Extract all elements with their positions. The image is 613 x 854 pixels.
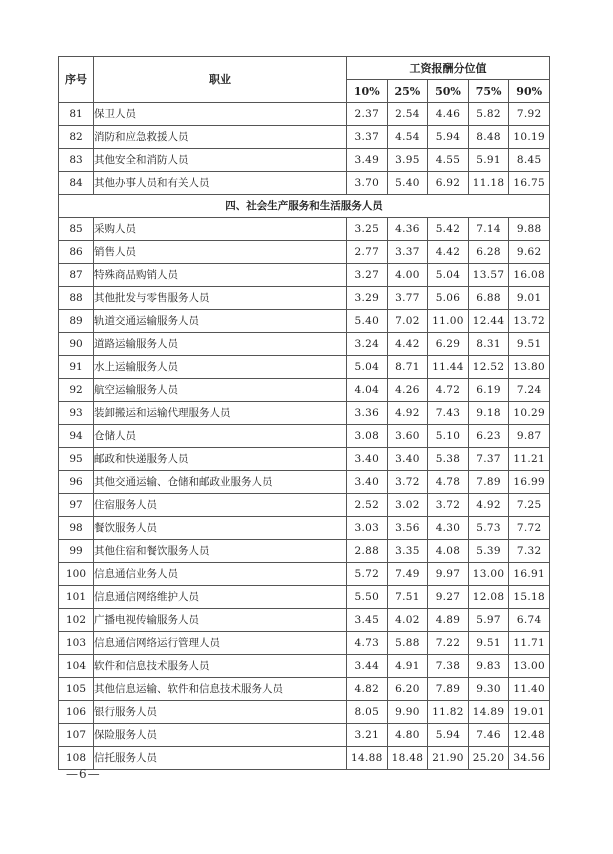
row-occupation: 保卫人员	[94, 103, 347, 126]
row-value-p90: 6.74	[509, 609, 550, 632]
row-serial-number: 105	[59, 678, 94, 701]
row-value-p50: 4.30	[428, 517, 469, 540]
row-value-p90: 16.08	[509, 264, 550, 287]
row-serial-number: 88	[59, 287, 94, 310]
row-value-p90: 13.00	[509, 655, 550, 678]
row-value-p75: 13.57	[468, 264, 509, 287]
row-serial-number: 107	[59, 724, 94, 747]
section-row	[59, 195, 550, 218]
row-value-p25: 4.36	[387, 218, 428, 241]
table-row	[59, 701, 550, 724]
row-value-p10: 3.21	[347, 724, 388, 747]
row-value-p90: 11.21	[509, 448, 550, 471]
row-value-p25: 8.71	[387, 356, 428, 379]
row-occupation: 餐饮服务人员	[94, 517, 347, 540]
row-value-p75: 6.88	[468, 287, 509, 310]
row-value-p50: 7.43	[428, 402, 469, 425]
row-occupation: 软件和信息技术服务人员	[94, 655, 347, 678]
row-value-p50: 7.38	[428, 655, 469, 678]
table-row	[59, 264, 550, 287]
row-value-p25: 3.02	[387, 494, 428, 517]
table-row	[59, 448, 550, 471]
header-p25: 25%	[387, 80, 428, 103]
row-value-p25: 7.49	[387, 563, 428, 586]
row-value-p25: 5.40	[387, 172, 428, 195]
row-value-p10: 3.37	[347, 126, 388, 149]
row-value-p10: 3.44	[347, 655, 388, 678]
table-row	[59, 425, 550, 448]
row-serial-number: 95	[59, 448, 94, 471]
row-value-p75: 12.52	[468, 356, 509, 379]
table-row	[59, 471, 550, 494]
row-occupation: 水上运输服务人员	[94, 356, 347, 379]
row-value-p75: 6.19	[468, 379, 509, 402]
row-occupation: 消防和应急救援人员	[94, 126, 347, 149]
row-value-p50: 11.44	[428, 356, 469, 379]
table-row	[59, 172, 550, 195]
row-serial-number: 94	[59, 425, 94, 448]
wage-percentile-table	[58, 56, 550, 770]
row-value-p75: 7.37	[468, 448, 509, 471]
row-value-p90: 8.45	[509, 149, 550, 172]
row-value-p10: 3.36	[347, 402, 388, 425]
row-serial-number: 102	[59, 609, 94, 632]
row-occupation: 装卸搬运和运输代理服务人员	[94, 402, 347, 425]
table-row	[59, 724, 550, 747]
row-value-p10: 5.40	[347, 310, 388, 333]
header-p75: 75%	[468, 80, 509, 103]
row-value-p25: 4.92	[387, 402, 428, 425]
row-value-p50: 4.42	[428, 241, 469, 264]
table-row	[59, 632, 550, 655]
row-value-p75: 5.39	[468, 540, 509, 563]
row-value-p50: 5.42	[428, 218, 469, 241]
row-value-p10: 2.52	[347, 494, 388, 517]
header-p10: 10%	[347, 80, 388, 103]
row-value-p25: 4.42	[387, 333, 428, 356]
row-value-p50: 5.10	[428, 425, 469, 448]
row-value-p10: 3.70	[347, 172, 388, 195]
row-value-p10: 3.40	[347, 471, 388, 494]
table-row	[59, 517, 550, 540]
row-value-p75: 7.46	[468, 724, 509, 747]
row-value-p50: 3.72	[428, 494, 469, 517]
row-value-p50: 6.92	[428, 172, 469, 195]
row-value-p90: 16.75	[509, 172, 550, 195]
row-value-p25: 2.54	[387, 103, 428, 126]
row-serial-number: 81	[59, 103, 94, 126]
row-serial-number: 108	[59, 747, 94, 770]
row-value-p10: 5.72	[347, 563, 388, 586]
row-value-p10: 3.45	[347, 609, 388, 632]
row-value-p90: 7.32	[509, 540, 550, 563]
row-value-p90: 16.91	[509, 563, 550, 586]
row-occupation: 邮政和快递服务人员	[94, 448, 347, 471]
row-serial-number: 82	[59, 126, 94, 149]
row-value-p75: 9.51	[468, 632, 509, 655]
row-occupation: 保险服务人员	[94, 724, 347, 747]
row-serial-number: 84	[59, 172, 94, 195]
row-value-p50: 9.97	[428, 563, 469, 586]
row-value-p25: 4.54	[387, 126, 428, 149]
row-value-p75: 11.18	[468, 172, 509, 195]
table-row	[59, 103, 550, 126]
row-value-p75: 8.48	[468, 126, 509, 149]
row-occupation: 其他安全和消防人员	[94, 149, 347, 172]
row-value-p50: 5.04	[428, 264, 469, 287]
row-value-p75: 5.82	[468, 103, 509, 126]
row-value-p50: 9.27	[428, 586, 469, 609]
row-value-p10: 3.29	[347, 287, 388, 310]
row-value-p75: 14.89	[468, 701, 509, 724]
table-row	[59, 287, 550, 310]
row-value-p75: 9.30	[468, 678, 509, 701]
row-value-p10: 2.37	[347, 103, 388, 126]
row-value-p25: 9.90	[387, 701, 428, 724]
row-value-p75: 5.91	[468, 149, 509, 172]
row-value-p10: 3.27	[347, 264, 388, 287]
table-row	[59, 126, 550, 149]
row-value-p75: 13.00	[468, 563, 509, 586]
row-value-p90: 16.99	[509, 471, 550, 494]
row-value-p25: 3.77	[387, 287, 428, 310]
row-value-p75: 25.20	[468, 747, 509, 770]
row-value-p25: 3.56	[387, 517, 428, 540]
table-row	[59, 563, 550, 586]
table-row	[59, 241, 550, 264]
row-occupation: 信息通信业务人员	[94, 563, 347, 586]
row-serial-number: 101	[59, 586, 94, 609]
row-value-p50: 7.89	[428, 678, 469, 701]
row-value-p10: 5.50	[347, 586, 388, 609]
row-value-p10: 3.03	[347, 517, 388, 540]
row-value-p10: 4.82	[347, 678, 388, 701]
row-value-p25: 3.95	[387, 149, 428, 172]
row-value-p25: 18.48	[387, 747, 428, 770]
table-row	[59, 494, 550, 517]
row-value-p75: 7.89	[468, 471, 509, 494]
row-value-p75: 8.31	[468, 333, 509, 356]
table-row	[59, 356, 550, 379]
row-serial-number: 100	[59, 563, 94, 586]
row-value-p10: 3.25	[347, 218, 388, 241]
row-value-p90: 7.24	[509, 379, 550, 402]
row-serial-number: 99	[59, 540, 94, 563]
row-value-p75: 6.23	[468, 425, 509, 448]
row-serial-number: 90	[59, 333, 94, 356]
row-occupation: 其他交通运输、仓储和邮政业服务人员	[94, 471, 347, 494]
table-row	[59, 655, 550, 678]
row-value-p75: 5.97	[468, 609, 509, 632]
row-value-p75: 4.92	[468, 494, 509, 517]
row-value-p50: 4.72	[428, 379, 469, 402]
row-value-p90: 13.80	[509, 356, 550, 379]
table-row	[59, 609, 550, 632]
row-serial-number: 85	[59, 218, 94, 241]
row-serial-number: 89	[59, 310, 94, 333]
row-serial-number: 106	[59, 701, 94, 724]
row-occupation: 仓储人员	[94, 425, 347, 448]
row-occupation: 广播电视传输服务人员	[94, 609, 347, 632]
row-value-p10: 5.04	[347, 356, 388, 379]
row-value-p90: 11.71	[509, 632, 550, 655]
row-occupation: 销售人员	[94, 241, 347, 264]
row-value-p25: 6.20	[387, 678, 428, 701]
row-value-p90: 11.40	[509, 678, 550, 701]
row-value-p10: 3.24	[347, 333, 388, 356]
section-title: 四、社会生产服务和生活服务人员	[59, 195, 550, 218]
row-value-p50: 11.00	[428, 310, 469, 333]
row-value-p75: 6.28	[468, 241, 509, 264]
row-serial-number: 97	[59, 494, 94, 517]
row-value-p50: 4.78	[428, 471, 469, 494]
row-value-p25: 3.40	[387, 448, 428, 471]
row-value-p50: 11.82	[428, 701, 469, 724]
row-value-p10: 2.77	[347, 241, 388, 264]
row-value-p10: 3.40	[347, 448, 388, 471]
table-row	[59, 218, 550, 241]
row-serial-number: 87	[59, 264, 94, 287]
row-value-p50: 4.89	[428, 609, 469, 632]
row-value-p50: 4.55	[428, 149, 469, 172]
row-value-p90: 19.01	[509, 701, 550, 724]
row-occupation: 采购人员	[94, 218, 347, 241]
table-row	[59, 586, 550, 609]
row-value-p25: 3.60	[387, 425, 428, 448]
row-occupation: 其他信息运输、软件和信息技术服务人员	[94, 678, 347, 701]
row-value-p90: 7.92	[509, 103, 550, 126]
row-serial-number: 93	[59, 402, 94, 425]
row-value-p25: 3.37	[387, 241, 428, 264]
row-value-p50: 4.08	[428, 540, 469, 563]
header-wage-percentiles: 工资报酬分位值	[347, 57, 550, 80]
row-value-p90: 7.72	[509, 517, 550, 540]
row-occupation: 信托服务人员	[94, 747, 347, 770]
row-value-p50: 7.22	[428, 632, 469, 655]
row-value-p25: 5.88	[387, 632, 428, 655]
row-value-p10: 8.05	[347, 701, 388, 724]
row-value-p75: 9.18	[468, 402, 509, 425]
row-serial-number: 92	[59, 379, 94, 402]
row-occupation: 道路运输服务人员	[94, 333, 347, 356]
row-value-p10: 2.88	[347, 540, 388, 563]
row-value-p25: 4.91	[387, 655, 428, 678]
row-value-p90: 7.25	[509, 494, 550, 517]
row-value-p10: 3.08	[347, 425, 388, 448]
row-value-p50: 6.29	[428, 333, 469, 356]
row-occupation: 银行服务人员	[94, 701, 347, 724]
header-occupation: 职业	[94, 57, 347, 103]
table-row	[59, 379, 550, 402]
header-p90: 90%	[509, 80, 550, 103]
table-row	[59, 402, 550, 425]
row-serial-number: 104	[59, 655, 94, 678]
row-value-p25: 7.02	[387, 310, 428, 333]
row-value-p75: 7.14	[468, 218, 509, 241]
row-occupation: 轨道交通运输服务人员	[94, 310, 347, 333]
row-value-p90: 9.51	[509, 333, 550, 356]
row-value-p75: 12.44	[468, 310, 509, 333]
row-occupation: 特殊商品购销人员	[94, 264, 347, 287]
row-value-p90: 15.18	[509, 586, 550, 609]
row-value-p25: 4.26	[387, 379, 428, 402]
row-value-p90: 10.29	[509, 402, 550, 425]
table-body-bottom	[59, 218, 550, 770]
row-value-p90: 13.72	[509, 310, 550, 333]
row-value-p10: 4.04	[347, 379, 388, 402]
row-serial-number: 91	[59, 356, 94, 379]
table-row	[59, 747, 550, 770]
row-value-p10: 3.49	[347, 149, 388, 172]
row-value-p50: 5.94	[428, 126, 469, 149]
row-value-p90: 9.88	[509, 218, 550, 241]
row-serial-number: 86	[59, 241, 94, 264]
row-value-p90: 12.48	[509, 724, 550, 747]
row-value-p90: 10.19	[509, 126, 550, 149]
row-value-p10: 4.73	[347, 632, 388, 655]
row-value-p25: 7.51	[387, 586, 428, 609]
row-occupation: 其他住宿和餐饮服务人员	[94, 540, 347, 563]
row-serial-number: 96	[59, 471, 94, 494]
row-occupation: 其他办事人员和有关人员	[94, 172, 347, 195]
row-serial-number: 98	[59, 517, 94, 540]
row-value-p50: 5.06	[428, 287, 469, 310]
row-serial-number: 83	[59, 149, 94, 172]
table-row	[59, 333, 550, 356]
row-value-p90: 9.87	[509, 425, 550, 448]
row-value-p50: 5.94	[428, 724, 469, 747]
row-value-p90: 9.62	[509, 241, 550, 264]
table-row	[59, 149, 550, 172]
row-value-p25: 4.80	[387, 724, 428, 747]
row-value-p50: 21.90	[428, 747, 469, 770]
table-body-top	[59, 103, 550, 195]
row-value-p25: 4.02	[387, 609, 428, 632]
row-value-p75: 5.73	[468, 517, 509, 540]
row-occupation: 信息通信网络运行管理人员	[94, 632, 347, 655]
row-value-p10: 14.88	[347, 747, 388, 770]
row-value-p25: 3.35	[387, 540, 428, 563]
row-value-p75: 9.83	[468, 655, 509, 678]
row-value-p90: 34.56	[509, 747, 550, 770]
table-row	[59, 310, 550, 333]
row-value-p75: 12.08	[468, 586, 509, 609]
page-number: —6—	[66, 767, 101, 781]
row-occupation: 航空运输服务人员	[94, 379, 347, 402]
row-value-p25: 3.72	[387, 471, 428, 494]
header-p50: 50%	[428, 80, 469, 103]
row-occupation: 其他批发与零售服务人员	[94, 287, 347, 310]
row-value-p25: 4.00	[387, 264, 428, 287]
table-section	[59, 195, 550, 218]
table-row	[59, 678, 550, 701]
table-row	[59, 540, 550, 563]
row-occupation: 住宿服务人员	[94, 494, 347, 517]
header-serial-number: 序号	[59, 57, 94, 103]
row-value-p50: 4.46	[428, 103, 469, 126]
row-value-p90: 9.01	[509, 287, 550, 310]
row-occupation: 信息通信网络维护人员	[94, 586, 347, 609]
row-value-p50: 5.38	[428, 448, 469, 471]
row-serial-number: 103	[59, 632, 94, 655]
